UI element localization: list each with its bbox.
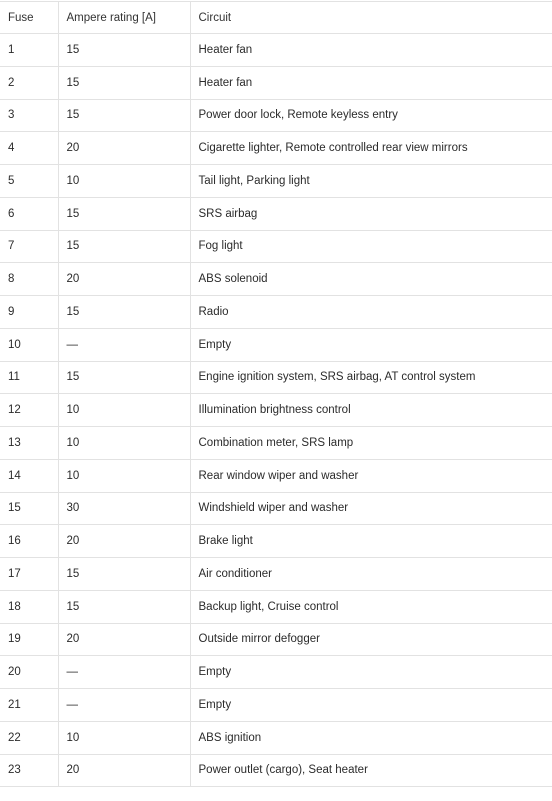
cell-circuit: Backup light, Cruise control — [190, 590, 552, 623]
table-row — [0, 721, 552, 754]
cell-ampere-rating: 20 — [58, 623, 190, 656]
cell-circuit: Windshield wiper and washer — [190, 492, 552, 525]
cell-ampere-rating: 15 — [58, 296, 190, 329]
cell-ampere-rating: 15 — [58, 66, 190, 99]
cell-ampere-rating: 10 — [58, 165, 190, 198]
cell-circuit: Illumination brightness control — [190, 394, 552, 427]
table-row — [0, 623, 552, 656]
fuse-table — [0, 1, 552, 787]
cell-circuit: Empty — [190, 656, 552, 689]
table-row — [0, 754, 552, 787]
cell-circuit: Empty — [190, 328, 552, 361]
table-row — [0, 525, 552, 558]
cell-fuse: 17 — [0, 558, 58, 591]
cell-ampere-rating: — — [58, 689, 190, 722]
table-row — [0, 328, 552, 361]
cell-circuit: Air conditioner — [190, 558, 552, 591]
cell-fuse: 1 — [0, 34, 58, 67]
table-row — [0, 263, 552, 296]
table-row — [0, 296, 552, 329]
cell-circuit: Engine ignition system, SRS airbag, AT control system — [190, 361, 552, 394]
cell-fuse: 3 — [0, 99, 58, 132]
header-circuit: Circuit — [190, 2, 552, 34]
cell-circuit: SRS airbag — [190, 197, 552, 230]
cell-fuse: 10 — [0, 328, 58, 361]
cell-fuse: 23 — [0, 754, 58, 787]
cell-fuse: 15 — [0, 492, 58, 525]
cell-fuse: 22 — [0, 721, 58, 754]
cell-circuit: ABS ignition — [190, 721, 552, 754]
cell-fuse: 13 — [0, 427, 58, 460]
cell-ampere-rating: 15 — [58, 230, 190, 263]
header-row — [0, 2, 552, 34]
table-row — [0, 66, 552, 99]
cell-circuit: Radio — [190, 296, 552, 329]
cell-fuse: 5 — [0, 165, 58, 198]
table-row — [0, 656, 552, 689]
cell-fuse: 8 — [0, 263, 58, 296]
table-row — [0, 459, 552, 492]
cell-ampere-rating: 10 — [58, 427, 190, 460]
header-fuse: Fuse — [0, 2, 58, 34]
table-row — [0, 394, 552, 427]
cell-ampere-rating: 15 — [58, 34, 190, 67]
header-ampere-rating: Ampere rating [A] — [58, 2, 190, 34]
cell-ampere-rating: 15 — [58, 197, 190, 230]
cell-circuit: Heater fan — [190, 66, 552, 99]
cell-ampere-rating: 20 — [58, 132, 190, 165]
cell-circuit: Fog light — [190, 230, 552, 263]
table-row — [0, 165, 552, 198]
cell-ampere-rating: 20 — [58, 263, 190, 296]
cell-fuse: 19 — [0, 623, 58, 656]
cell-fuse: 16 — [0, 525, 58, 558]
cell-ampere-rating: 15 — [58, 590, 190, 623]
table-row — [0, 689, 552, 722]
cell-fuse: 4 — [0, 132, 58, 165]
cell-ampere-rating: — — [58, 328, 190, 361]
cell-fuse: 7 — [0, 230, 58, 263]
table-row — [0, 427, 552, 460]
cell-circuit: Cigarette lighter, Remote controlled rear view mirrors — [190, 132, 552, 165]
cell-ampere-rating: 15 — [58, 558, 190, 591]
table-row — [0, 132, 552, 165]
cell-circuit: Power door lock, Remote keyless entry — [190, 99, 552, 132]
cell-ampere-rating: 20 — [58, 754, 190, 787]
table-body — [0, 34, 552, 787]
cell-ampere-rating: 15 — [58, 99, 190, 132]
cell-fuse: 18 — [0, 590, 58, 623]
table-row — [0, 492, 552, 525]
cell-circuit: Tail light, Parking light — [190, 165, 552, 198]
cell-fuse: 14 — [0, 459, 58, 492]
cell-ampere-rating: 30 — [58, 492, 190, 525]
table-row — [0, 230, 552, 263]
table-row — [0, 590, 552, 623]
cell-fuse: 11 — [0, 361, 58, 394]
cell-circuit: Combination meter, SRS lamp — [190, 427, 552, 460]
table-row — [0, 197, 552, 230]
cell-circuit: Rear window wiper and washer — [190, 459, 552, 492]
cell-ampere-rating: 20 — [58, 525, 190, 558]
cell-ampere-rating: — — [58, 656, 190, 689]
cell-circuit: Heater fan — [190, 34, 552, 67]
cell-ampere-rating: 10 — [58, 459, 190, 492]
cell-fuse: 21 — [0, 689, 58, 722]
table-row — [0, 558, 552, 591]
cell-fuse: 9 — [0, 296, 58, 329]
cell-fuse: 12 — [0, 394, 58, 427]
table-header — [0, 2, 552, 34]
table-row — [0, 34, 552, 67]
table-row — [0, 99, 552, 132]
cell-fuse: 6 — [0, 197, 58, 230]
cell-circuit: Empty — [190, 689, 552, 722]
cell-ampere-rating: 10 — [58, 721, 190, 754]
cell-circuit: Power outlet (cargo), Seat heater — [190, 754, 552, 787]
cell-fuse: 2 — [0, 66, 58, 99]
table-row — [0, 361, 552, 394]
cell-ampere-rating: 15 — [58, 361, 190, 394]
cell-circuit: ABS solenoid — [190, 263, 552, 296]
cell-fuse: 20 — [0, 656, 58, 689]
cell-circuit: Outside mirror defogger — [190, 623, 552, 656]
cell-circuit: Brake light — [190, 525, 552, 558]
cell-ampere-rating: 10 — [58, 394, 190, 427]
